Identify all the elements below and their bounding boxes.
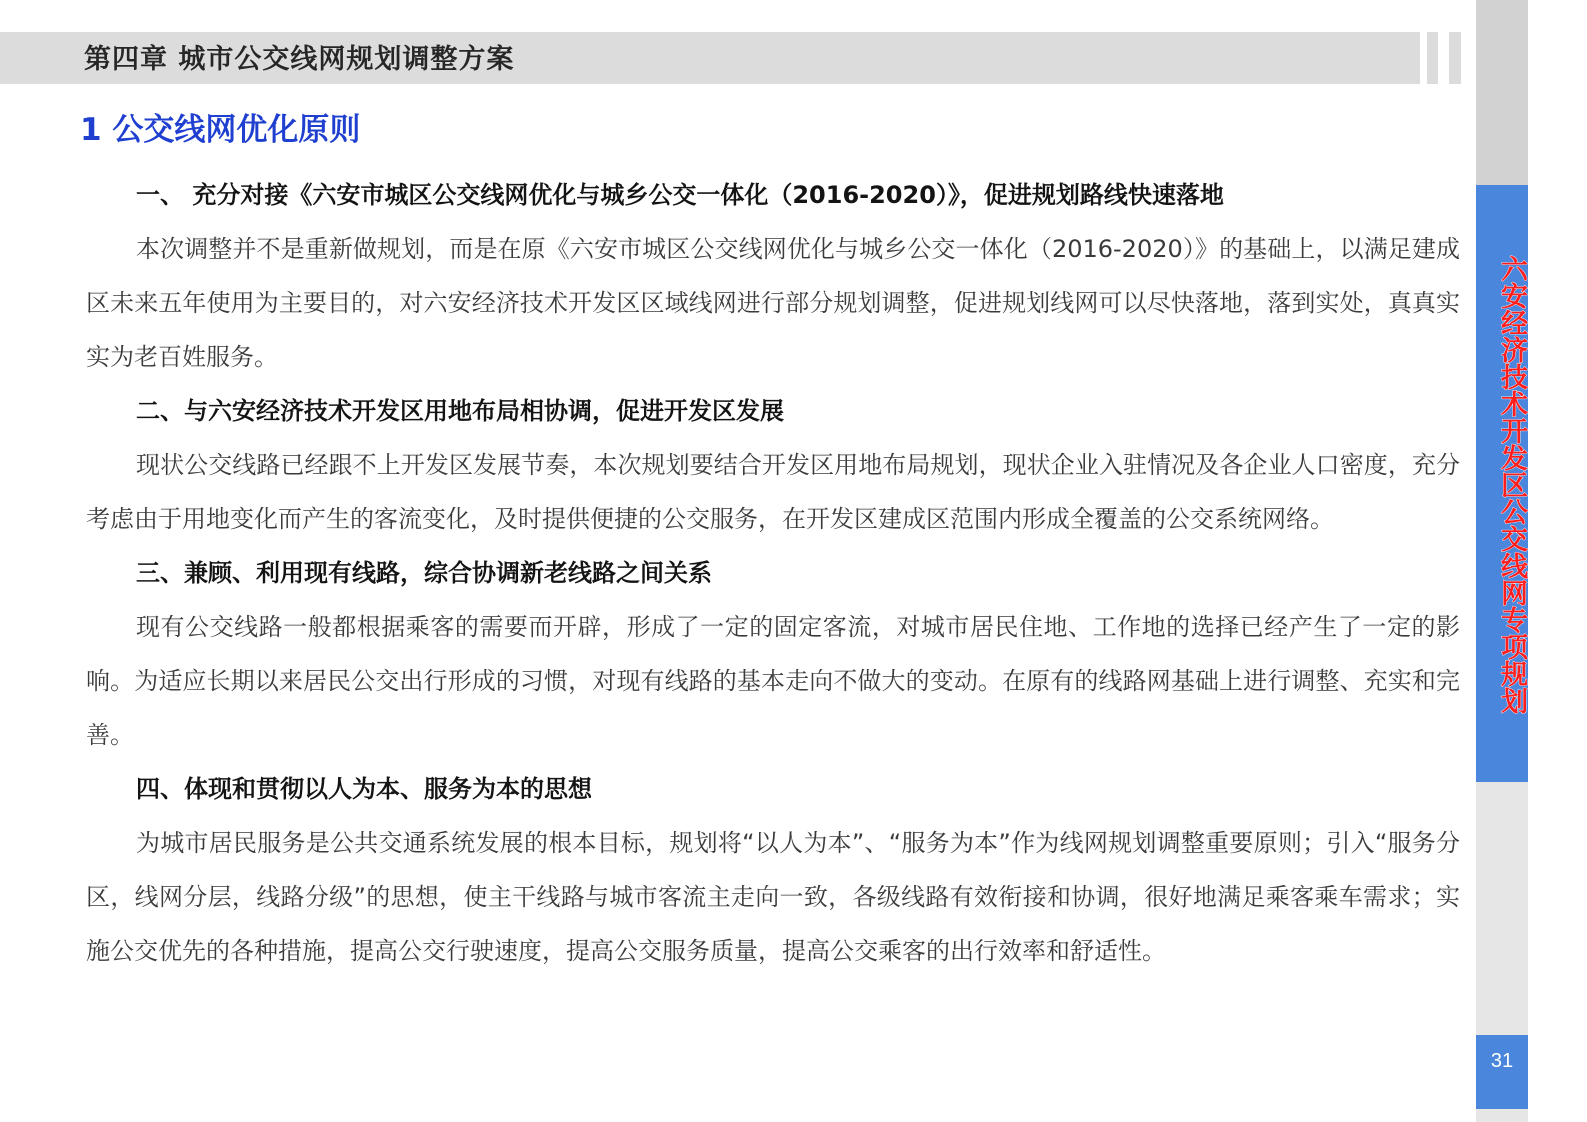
principle-heading: 三、兼顾、利用现有线路，综合协调新老线路之间关系 (136, 559, 712, 587)
content-body (86, 168, 1460, 978)
principle-paragraph: 本次调整并不是重新做规划，而是在原《六安市城区公交线网优化与城乡公交一体化（2016-2020）》的基础上，以满足建成区未来五年使用为主要目的，对六安经济技术开发区区域线网进行部分规划调整，促进规划线网可以尽快落地，落到实处，真真实实为老百姓服务。 (86, 235, 1461, 371)
principle-paragraph: 为城市居民服务是公共交通系统发展的根本目标，规划将“以人为本”、“服务为本”作为线网规划调整重要原则；引入“服务分区，线网分层，线路分级”的思想，使主干线路与城市客流主走向一致，各级线路有效衔接和协调，很好地满足乘客乘车需求；实施公交优先的各种措施，提高公交行驶速度，提高公交服务质量，提高公交乘客的出行效率和舒适性。 (86, 829, 1460, 965)
section-heading: 1 公交线网优化原则 (80, 112, 361, 148)
header-decor-bar (1449, 32, 1461, 84)
principle-heading: 四、体现和贯彻以人为本、服务为本的思想 (136, 775, 592, 803)
principle-heading: 二、与六安经济技术开发区用地布局相协调，促进开发区发展 (136, 397, 784, 425)
side-strip-top (1476, 0, 1528, 185)
principle-heading: 一、 充分对接《六安市城区公交线网优化与城乡公交一体化（2016-2020）》，促进规划路线快速落地 (136, 181, 1224, 209)
principle-paragraph: 现有公交线路一般都根据乘客的需要而开辟，形成了一定的固定客流，对城市居民住地、工作地的选择已经产生了一定的影响。为适应长期以来居民公交出行形成的习惯，对现有线路的基本走向不做大的变动。在原有的线路网基础上进行调整、充实和完善。 (86, 613, 1460, 749)
principle-paragraph: 现状公交线路已经跟不上开发区发展节奏，本次规划要结合开发区用地布局规划，现状企业入驻情况及各企业人口密度，充分考虑由于用地变化而产生的客流变化，及时提供便捷的公交服务，在开发区建成区范围内形成全覆盖的公交系统网络。 (86, 451, 1460, 533)
header-decor-bar (1427, 32, 1438, 84)
page-number: 31 (1490, 1050, 1514, 1072)
side-title: 六安经济技术开发区公交线网专项规划 (1496, 254, 1527, 714)
chapter-title: 第四章 城市公交线网规划调整方案 (84, 44, 515, 75)
